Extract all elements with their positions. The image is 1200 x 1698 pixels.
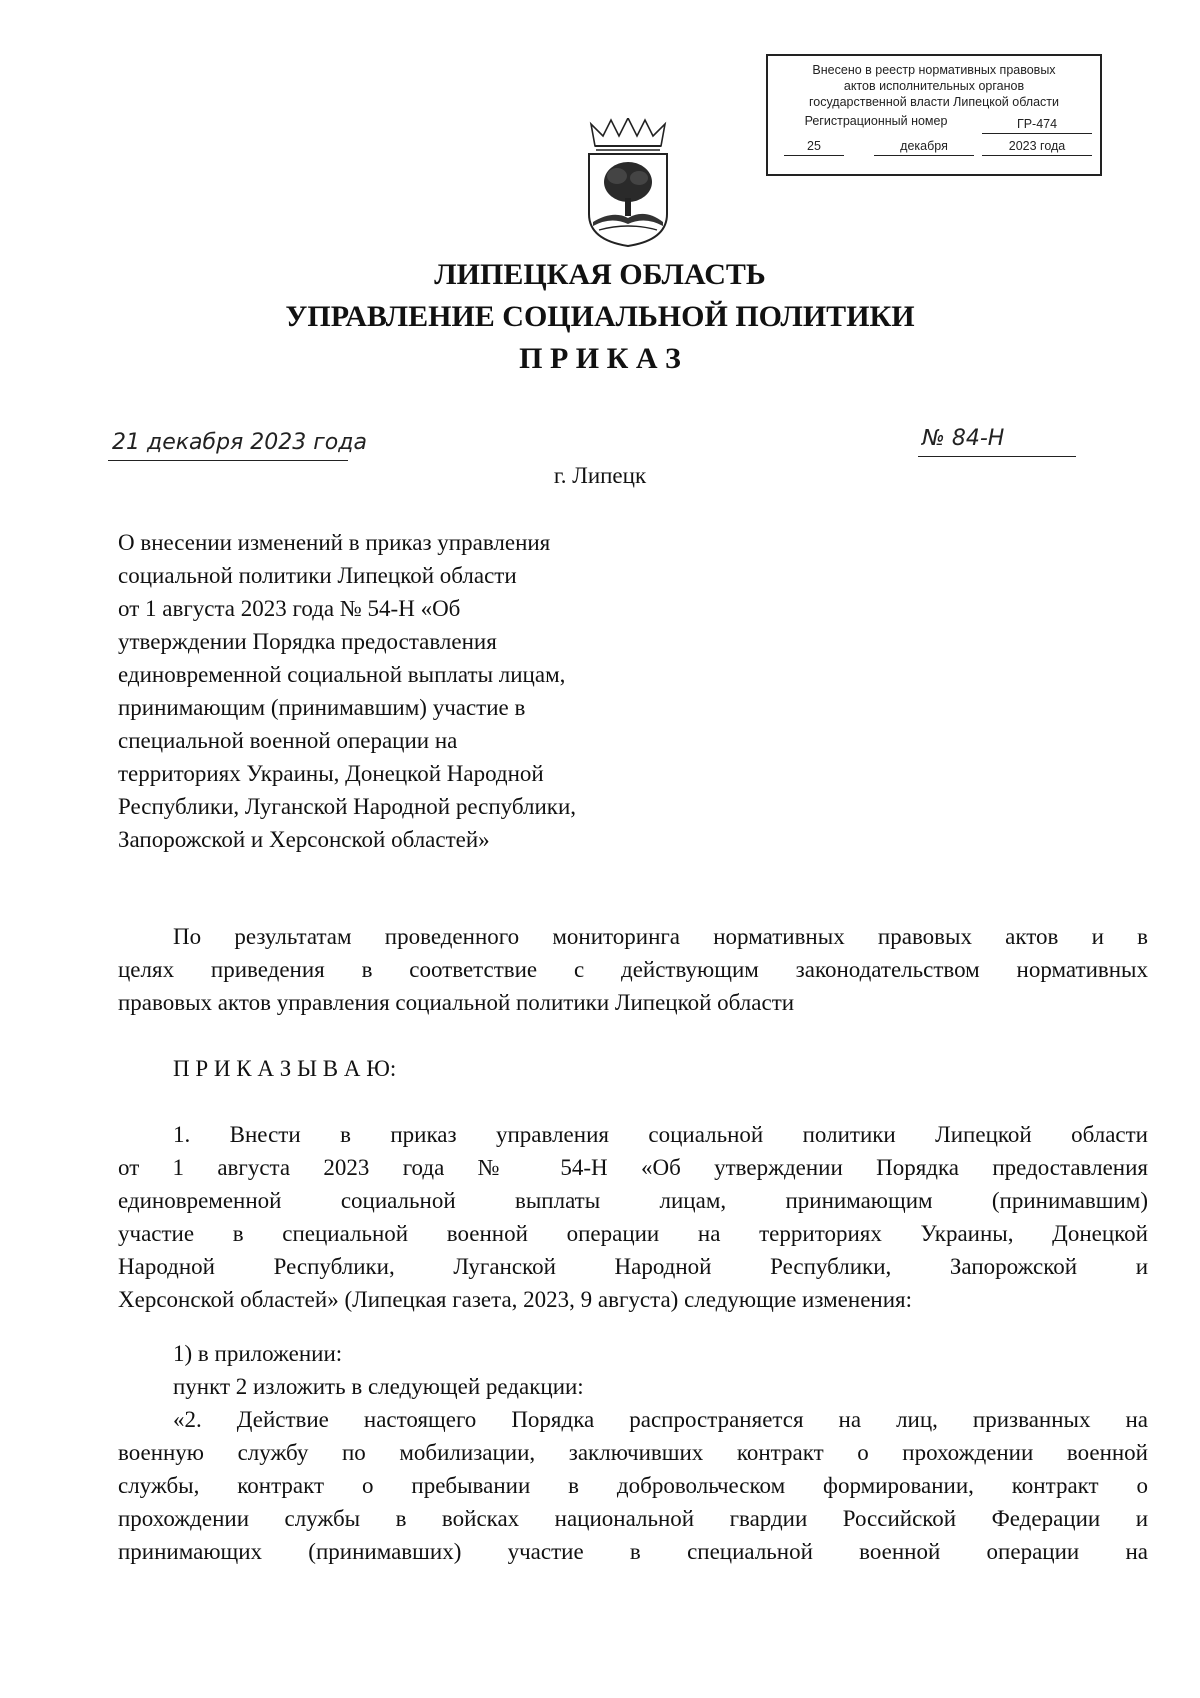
region-title: ЛИПЕЦКАЯ ОБЛАСТЬ (434, 258, 766, 291)
stamp-reg-number: ГР-474 (1016, 117, 1058, 131)
preamble-line: По результатам проведенного мониторинга нормативных правовых актов и в (173, 924, 1148, 949)
subject-line: Запорожской и Херсонской областей» (118, 827, 490, 852)
order-word-block (118, 1052, 1148, 1085)
handwritten-date: 21 декабря 2023 года (112, 430, 367, 455)
sub-point-1: 1) в приложении: (173, 1341, 343, 1366)
stamp-month: декабря (900, 139, 948, 153)
point-2-line: принимающих (принимавших) участие в специальной военной операции на (118, 1539, 1148, 1564)
point-2-line: прохождении службы в войсках национальной гвардии Российской Федерации и (118, 1506, 1148, 1531)
item-1-line: от 1 августа 2023 года № 54-Н «Об утверждении Порядка предоставления (118, 1155, 1148, 1180)
stamp-line-2: актов исполнительных органов (843, 79, 1025, 93)
document-subject (118, 526, 718, 856)
preamble (118, 920, 1148, 1019)
item-1-line: Народной Республики, Луганской Народной Республики, Запорожской и (118, 1254, 1148, 1279)
coat-of-arms-icon (583, 118, 673, 248)
item-1-line: участие в специальной военной операции на территориях Украины, Донецкой (118, 1221, 1148, 1246)
subject-line: принимающим (принимавшим) участие в (118, 695, 526, 720)
point-2-line: службы, контракт о пребывании в добровольческом формировании, контракт о (118, 1473, 1148, 1498)
subject-line: от 1 августа 2023 года № 54-Н «Об (118, 596, 461, 621)
subject-line: утверждении Порядка предоставления (118, 629, 497, 654)
subject-line: Республики, Луганской Народной республики, (118, 794, 577, 819)
order-word: П Р И К А З Ы В А Ю: (173, 1056, 397, 1081)
subject-line: единовременной социальной выплаты лицам, (118, 662, 566, 687)
subject-line: О внесении изменений в приказ управления (118, 530, 551, 555)
stamp-year: 2023 года (1008, 139, 1066, 153)
stamp-day: 25 (807, 139, 821, 153)
department-title: УПРАВЛЕНИЕ СОЦИАЛЬНОЙ ПОЛИТИКИ (285, 300, 915, 333)
item-1-line: Херсонской областей» (Липецкая газета, 2023, 9 августа) следующие изменения: (118, 1287, 912, 1312)
point-2-line: военную службу по мобилизации, заключивших контракт о прохождении военной (118, 1440, 1148, 1465)
stamp-line-1: Внесено в реестр нормативных правовых (812, 63, 1056, 77)
point-2-line: «2. Действие настоящего Порядка распространяется на лиц, призванных на (173, 1407, 1148, 1432)
preamble-line: целях приведения в соответствие с действующим законодательством нормативных (118, 957, 1148, 982)
stamp-line-3: государственной власти Липецкой области (808, 95, 1060, 109)
sub-points (118, 1337, 1148, 1568)
handwritten-number: № 84-Н (922, 426, 1005, 451)
subject-line: территориях Украины, Донецкой Народной (118, 761, 544, 786)
item-1 (118, 1118, 1148, 1316)
item-1-line: 1. Внести в приказ управления социальной политики Липецкой области (173, 1122, 1148, 1147)
document-type-title: П Р И К А З (519, 342, 681, 375)
city: г. Липецк (553, 463, 647, 488)
sub-point-2: пункт 2 изложить в следующей редакции: (173, 1374, 584, 1399)
subject-line: социальной политики Липецкой области (118, 563, 517, 588)
registry-stamp (766, 54, 1102, 176)
stamp-reg-label: Регистрационный номер (804, 114, 948, 128)
item-1-line: единовременной социальной выплаты лицам, принимающим (принимавшим) (118, 1188, 1148, 1213)
preamble-line: правовых актов управления социальной политики Липецкой области (118, 990, 795, 1015)
subject-line: специальной военной операции на (118, 728, 458, 753)
